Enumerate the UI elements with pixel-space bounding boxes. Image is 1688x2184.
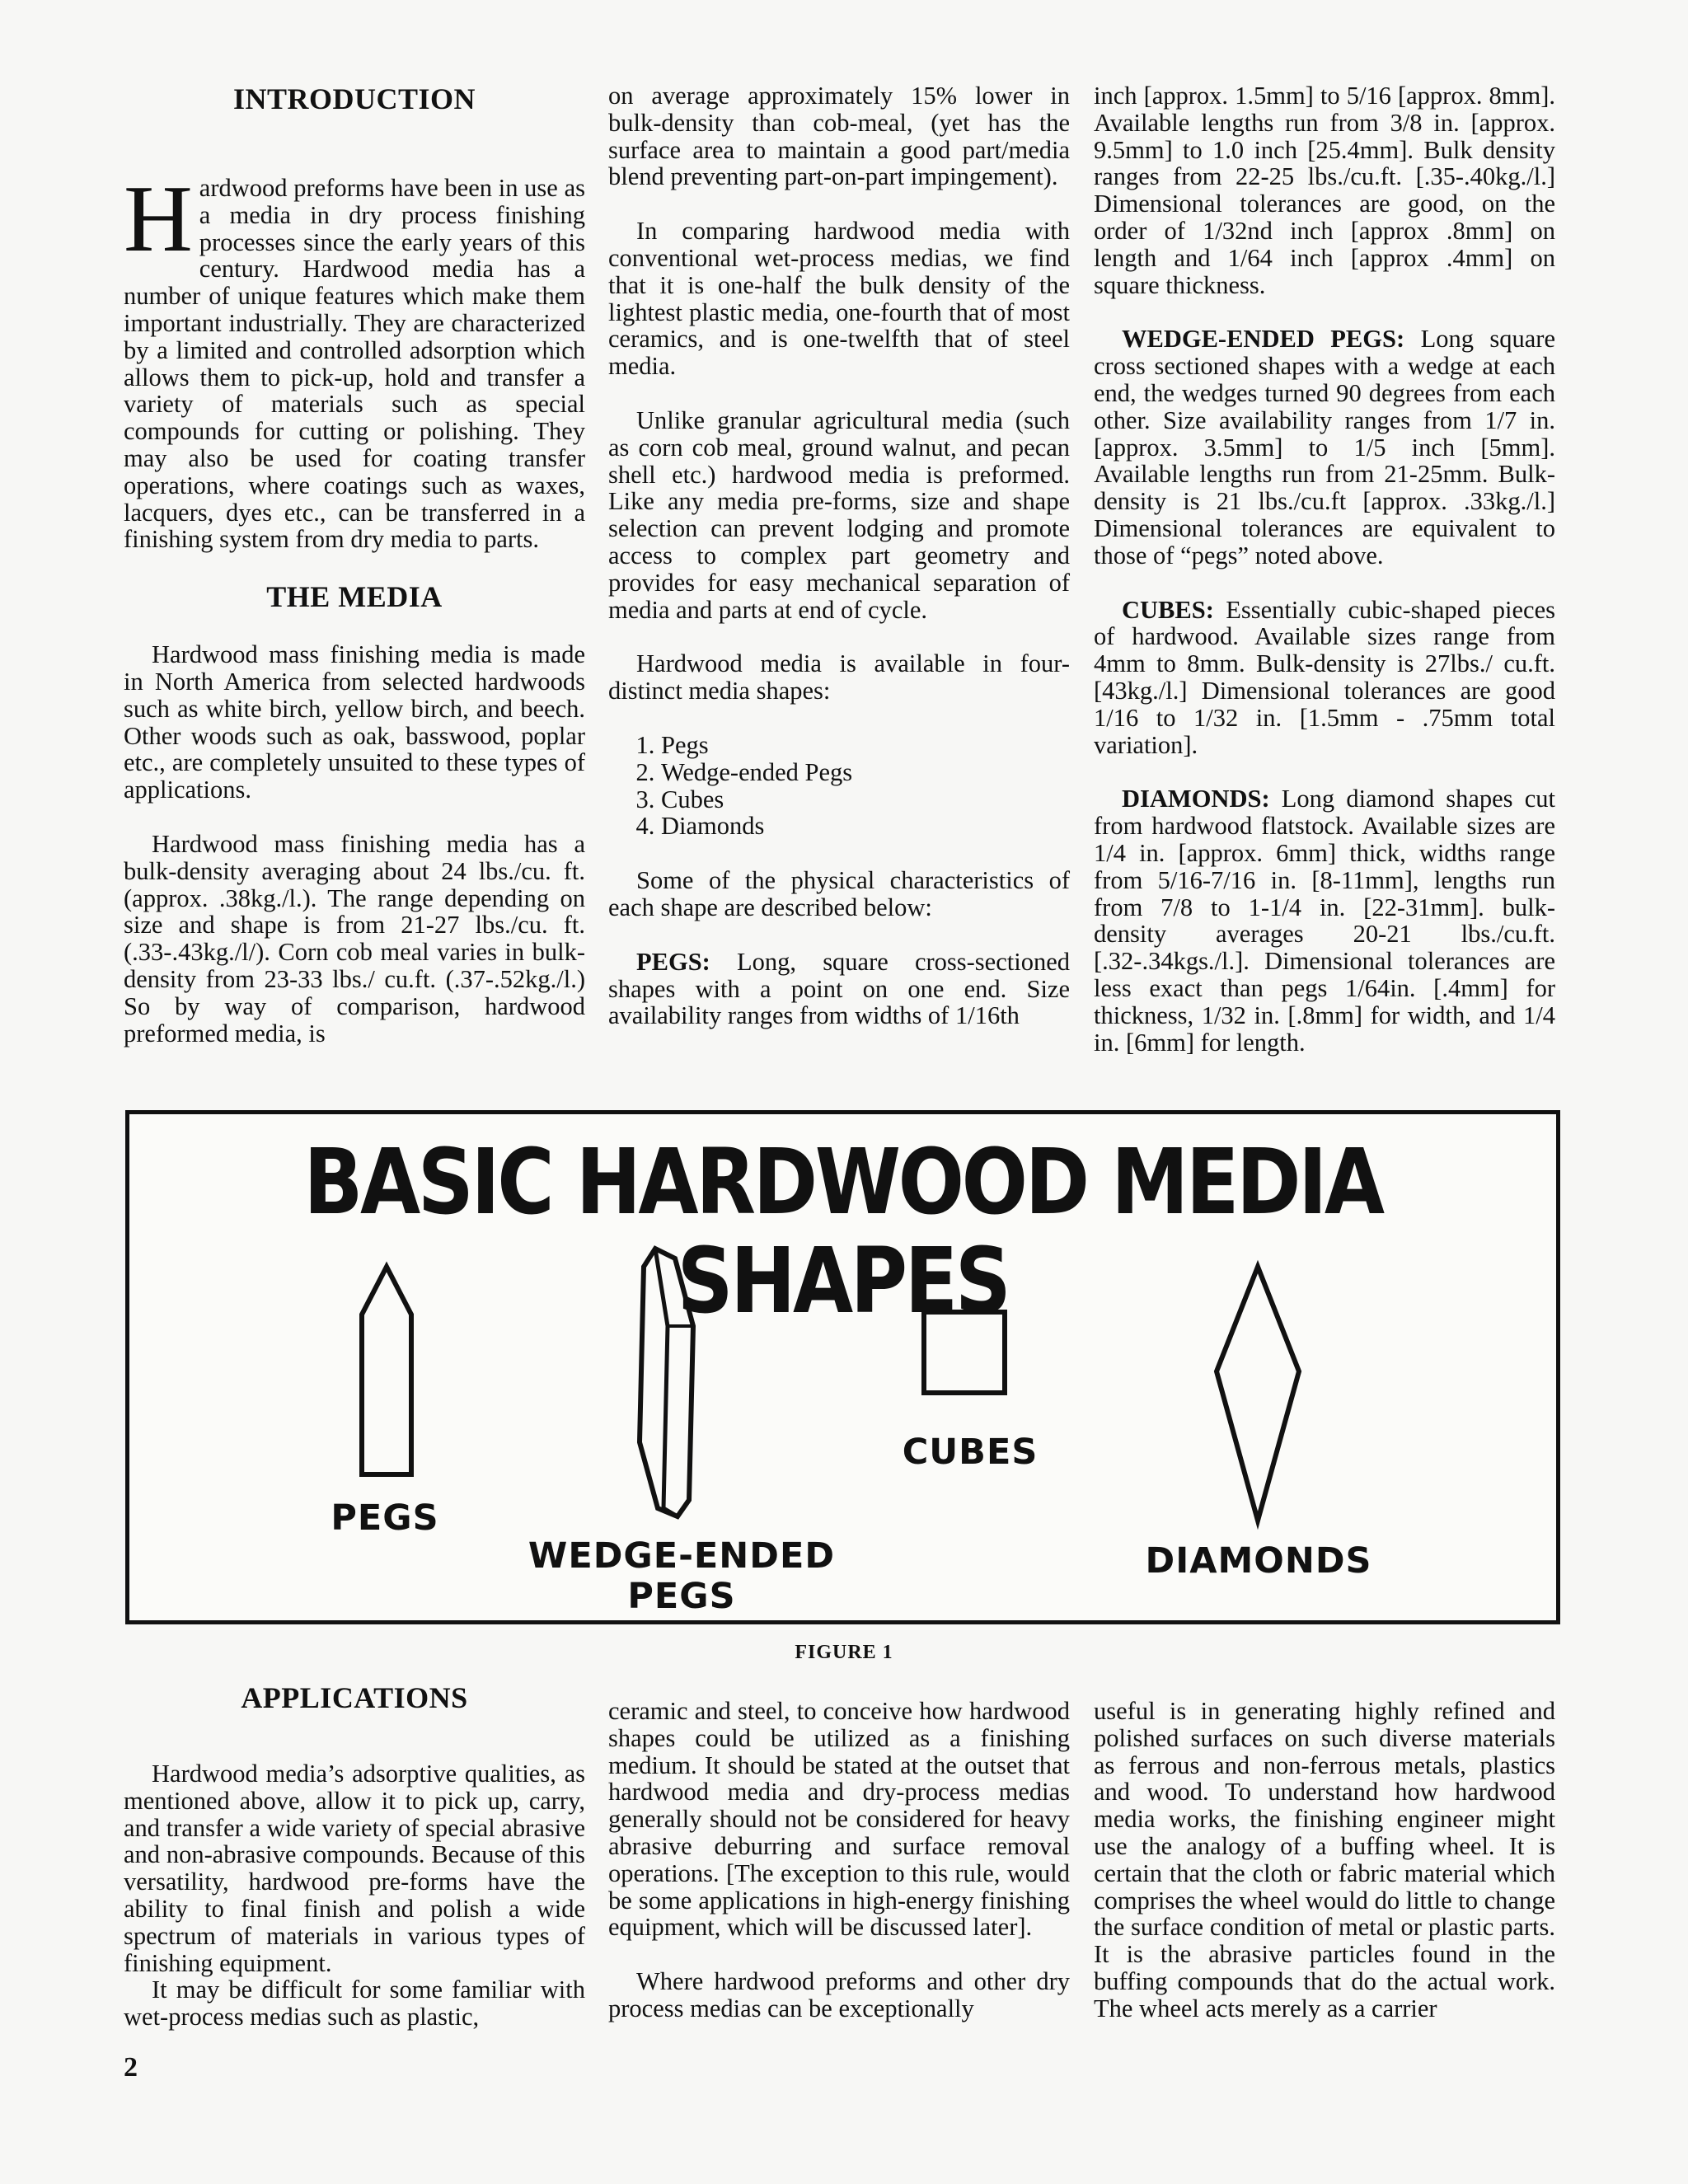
- figure-1-box: [125, 1110, 1560, 1624]
- pegs-text: Long, square cross-sectioned shapes with a point on one end. Size availability ranges from widths of 1/16th: [608, 947, 1070, 1030]
- pegs-paragraph: [608, 949, 1070, 1029]
- column-1: [124, 82, 585, 1074]
- applications-col3-paragraph: useful is in generating highly refined and polished surfaces on such diverse materials as ferrous and non-ferrous metals, plastics and wood. To understand how hardwood media works, the finishing engineer might use the analogy of a buffing wheel. It is certain that the cloth or fabric material which comprises the wheel would do little to change the surface condition of metal or plastic parts. It is the abrasive particles found in the buffing compounds that do the actual work. The wheel acts merely as a carrier: [1094, 1697, 1555, 2022]
- diamonds-shape-label: DIAMONDS: [1145, 1540, 1372, 1582]
- shape-list: [608, 732, 1070, 840]
- pegs-continuation: inch [approx. 1.5mm] to 5/16 [approx. 8mm]. Available lengths run from 3/8 in. [approx. 9.5mm] to 1.0 inch [25.4mm]. Bulk density ranges from 22-25 lbs./cu.ft. [.35-.40kg./l.] Dimensional tolerances are good, on the order of 1/32nd inch [approx .8mm] on length and 1/64 inch [approx .4mm] on square thickness.: [1094, 82, 1555, 299]
- shape-list-item: 2. Wedge-ended Pegs: [661, 759, 1070, 786]
- diamonds-text: Long diamond shapes cut from hardwood flatstock. Available sizes are 1/4 in. [approx. 6mm] thick, widths range from 5/16-7/16 in. [8-11mm], lengths run from 7/8 to 1-1/4 in. [22-31mm]. bulk-density averages 20-21 lbs./cu.ft. [.32-.34kgs./l.]. Dimensional tolerances are less exact than pegs 1/64in. [.4mm] for thickness, 1/32 in. [.8mm] for width, and 1/4 in. [6mm] for length.: [1094, 785, 1555, 1057]
- granular-paragraph: Unlike granular agricultural media (such as corn cob meal, ground walnut, and pecan shell etc.) hardwood media is preformed. Like any media pre-forms, size and shape selection can prevent lodging and promote access to complex part geometry and provides for easy mechanical separation of media and parts at end of cycle.: [608, 405, 1070, 624]
- column-2: [608, 82, 1070, 1057]
- cubes-shape-label: CUBES: [902, 1432, 1039, 1473]
- density-continuation: on average approximately 15% lower in bulk-density than cob-meal, (yet has the surface area to maintain a good part/media blend preventing part-on-part impingement).: [608, 82, 1070, 191]
- pegs-label: PEGS:: [636, 947, 710, 976]
- wedge-ended-label-line2: PEGS: [627, 1576, 736, 1617]
- figure-caption: FIGURE 1: [795, 1642, 893, 1663]
- shape-list-item: 1. Pegs: [661, 732, 1070, 759]
- drop-cap: H: [124, 166, 193, 272]
- diamonds-paragraph: [1094, 785, 1555, 1056]
- wedge-ended-pegs-text: Long square cross sectioned shapes with a wedge at each end, the wedges turned 90 degrees from each other. Size availability ranges from 1/7 in. [approx. 3.5mm] to 1/5 inch [5mm]. Available lengths run from 21-25mm. Bulk-density is 21 lbs./cu.ft [approx. .33kg./l.] Dimensional tolerances are equivalent to those of “pegs” noted above.: [1094, 325, 1555, 569]
- applications-paragraph-1: Hardwood media’s adsorptive qualities, as mentioned above, allow it to pick up, carry, and transfer a wide variety of special abrasive and non-abrasive compounds. Because of this versatility, hardwood pre-forms have the ability to final finish and polish a wide spectrum of materials in various types of finishing equipment.: [124, 1760, 585, 1977]
- diamonds-label: DIAMONDS:: [1122, 785, 1270, 813]
- column-3: [1094, 82, 1555, 1083]
- shape-list-item: 4. Diamonds: [661, 813, 1070, 840]
- introduction-heading: INTRODUCTION: [232, 82, 476, 115]
- lower-column-1: [124, 1681, 585, 2058]
- peg-shape: [362, 1267, 411, 1474]
- applications-col2-paragraph-1: ceramic and steel, to conceive how hardwood shapes could be utilized as a finishing medium. It should be stated at the outset that hardwood media and dry-process medias generally should not be considered for heavy abrasive deburring and surface removal operations. [The exception to this rule, would be some applications in high-energy finishing equipment, which will be discussed later].: [608, 1697, 1070, 1942]
- figure-title: BASIC HARDWOOD MEDIA SHAPES: [303, 1129, 1382, 1333]
- diamond-shape: [1217, 1267, 1299, 1521]
- characteristics-paragraph: Some of the physical characteristics of each shape are described below:: [608, 866, 1070, 921]
- applications-heading: APPLICATIONS: [241, 1681, 468, 1714]
- applications-col2-paragraph-2: Where hardwood preforms and other dry process medias can be exceptionally: [608, 1967, 1070, 2022]
- introduction-text: ardwood preforms have been in use as a media in dry process finishing processes since the early years of this century. Hardwood media has a number of unique features which make them important industrially. They are characterized by a limited and controlled adsorption which allows them to pick-up, hold and transfer a variety of materials such as special compounds for cutting or polishing. They may also be used for coating transfer operations, where coatings such as waxes, lacquers, dyes etc., can be transferred in a finishing system from dry media to parts.: [124, 174, 585, 554]
- page-number: 2: [124, 2052, 138, 2083]
- cubes-text: Essentially cubic-shaped pieces of hardwood. Available sizes range from 4mm to 8mm. Bulk-density is 27lbs./ cu.ft. [43kg./l.] Dimensional tolerances are good 1/16 to 1/32 in. [1.5mm - .75mm total variation].: [1094, 595, 1555, 759]
- the-media-heading: THE MEDIA: [266, 580, 443, 614]
- cubes-label: CUBES:: [1122, 595, 1214, 624]
- shape-list-item: 3. Cubes: [661, 786, 1070, 813]
- lower-column-3: [1094, 1698, 1555, 2050]
- available-shapes-paragraph: Hardwood media is available in four-distinct media shapes:: [608, 649, 1070, 705]
- wedge-ended-label-line1: WEDGE-ENDED: [528, 1535, 836, 1577]
- cubes-paragraph: [1094, 597, 1555, 759]
- wedge-ended-peg-shape: [640, 1249, 693, 1516]
- media-paragraph-2: Hardwood mass finishing media has a bulk-density averaging about 24 lbs./cu. ft. (approx. .38kg./l.). The range depending on size and shape is from 21-27 lbs./cu. ft. (.33-.43kg./l/). Corn cob meal varies in bulk-density from 23-33 lbs./ cu.ft. (.37-.52kg./l.) So by way of comparison, hardwood preformed media, is: [124, 829, 585, 1047]
- cube-shape: [924, 1312, 1005, 1393]
- lower-column-2: [608, 1698, 1070, 2050]
- pegs-shape-label: PEGS: [331, 1497, 439, 1539]
- media-paragraph-1: Hardwood mass finishing media is made in North America from selected hardwoods such as white birch, yellow birch, and beech. Other woods such as oak, basswood, poplar etc., are completely unsuited to these types of applications.: [124, 640, 585, 804]
- comparison-paragraph: In comparing hardwood media with conventional wet-process medias, we find that it is one-half the bulk density of the lightest plastic media, one-fourth that of most ceramics, and is one-twelfth that of steel media.: [608, 217, 1070, 381]
- wedge-ended-pegs-paragraph: [1094, 326, 1555, 569]
- applications-paragraph-2: It may be difficult for some familiar with wet-process medias such as plastic,: [124, 1975, 585, 2032]
- introduction-paragraph: [124, 166, 585, 554]
- wedge-ended-pegs-label: WEDGE-ENDED PEGS:: [1122, 325, 1405, 354]
